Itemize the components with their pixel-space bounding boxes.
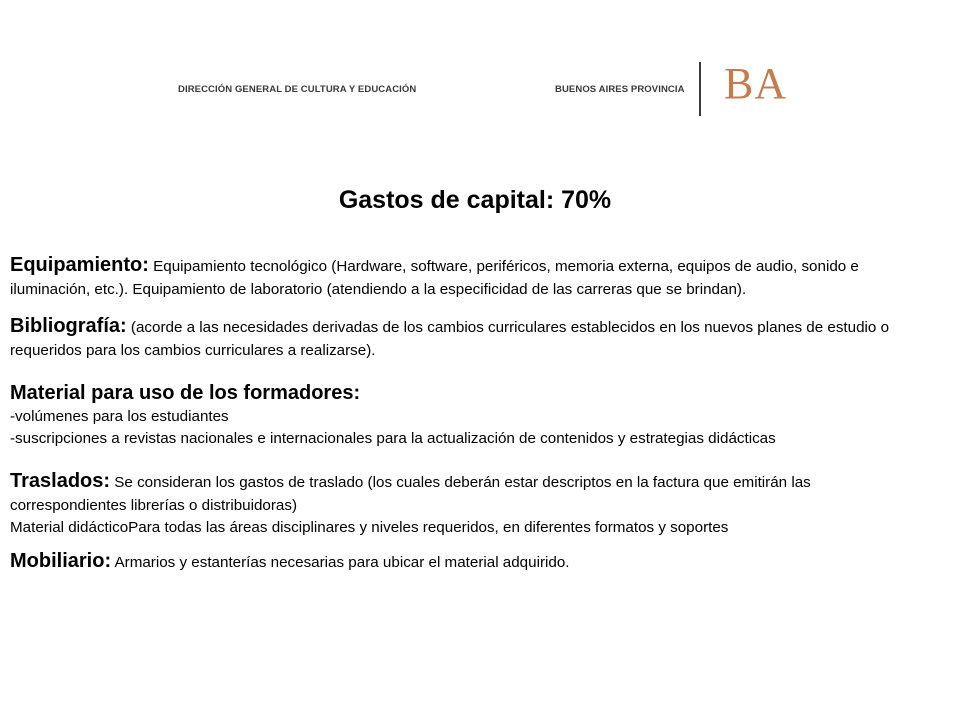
material-heading: Material para uso de los formadores: [10,382,361,404]
traslados-body: Se consideran los gastos de traslado (los cuales deberán estar descriptos en la factura que emitirán las correspondientes librerías o distribuidoras) [10,474,811,514]
ba-logo: BA [724,59,788,108]
material-item: -suscripciones a revistas nacionales e internacionales para la actualización de contenidos y estrategias didácticas [10,430,776,447]
content-body [10,254,910,574]
section-material [10,382,910,450]
section-mobiliario [10,550,910,574]
page-title: Gastos de capital: 70% [338,186,612,214]
equipamiento-body: Equipamiento tecnológico (Hardware, software, periféricos, memoria externa, equipos de audio, sonido e iluminación, etc.). Equipamiento de laboratorio (atendiendo a la especificidad de las carreras que se brindan). [10,258,859,298]
traslados-extra: Material didácticoPara todas las áreas disciplinares y niveles requeridos, en diferentes formatos y soportes [10,519,729,536]
bibliografia-heading: Bibliografía: [10,315,127,337]
section-equipamiento [10,254,910,301]
traslados-heading: Traslados: [10,470,111,492]
header-divider [699,62,701,116]
equipamiento-heading: Equipamiento: [10,254,149,276]
mobiliario-body: Armarios y estanterías necesarias para ubicar el material adquirido. [114,554,570,571]
mobiliario-heading: Mobiliario: [10,550,112,572]
material-item: -volúmenes para los estudiantes [10,408,229,425]
section-bibliografia [10,315,910,362]
header-province-text: BUENOS AIRES PROVINCIA [555,84,685,95]
section-traslados [10,470,910,539]
header-ministry-text: DIRECCIÓN GENERAL DE CULTURA Y EDUCACIÓN [178,84,417,95]
traslados-paragraph [10,470,910,517]
bibliografia-body: (acorde a las necesidades derivadas de los cambios curriculares establecidos en los nuevos planes de estudio o requeridos para los cambios curriculares a realizarse). [10,319,890,359]
material-heading-line [10,382,910,406]
